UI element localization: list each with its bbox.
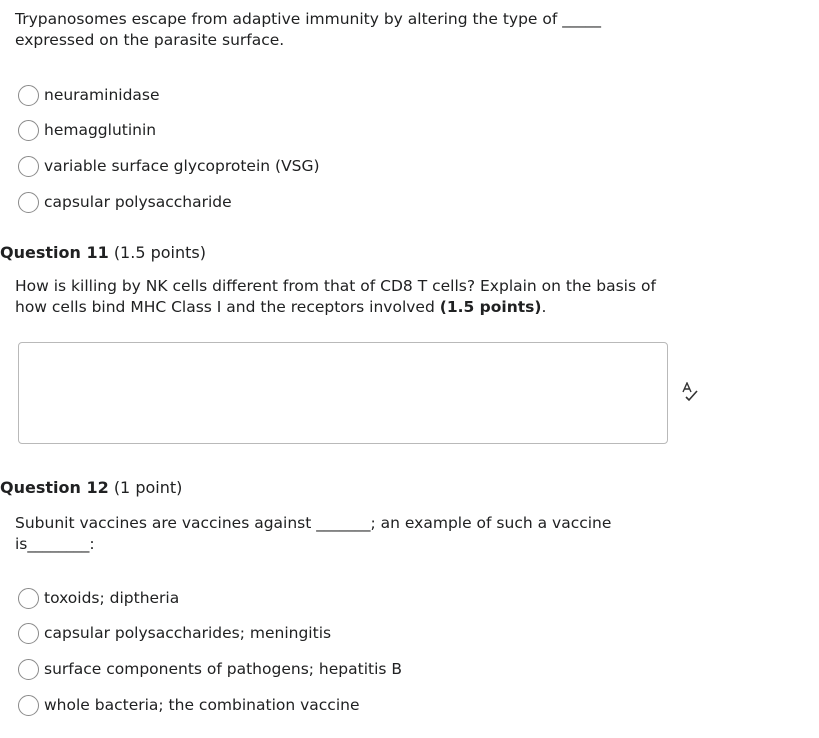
radio-button[interactable]	[18, 156, 39, 177]
q12-prompt-line2: is________:	[15, 535, 95, 553]
option-label: surface components of pathogens; hepatitis B	[44, 660, 403, 678]
option-label: hemagglutinin	[44, 121, 157, 139]
q11-answer-textarea[interactable]	[18, 342, 668, 444]
q11-prompt-line2-end: .	[541, 298, 547, 316]
option-label: whole bacteria; the combination vaccine	[44, 696, 360, 714]
option-label: capsular polysaccharides; meningitis	[44, 624, 332, 642]
option-label: neuraminidase	[44, 86, 160, 104]
q11-prompt-line2-text: how cells bind MHC Class I and the receptors involved	[15, 298, 440, 316]
q11-title: Question 11	[0, 243, 109, 262]
q10-prompt	[15, 9, 601, 51]
q12-header	[0, 478, 182, 497]
radio-button[interactable]	[18, 623, 39, 644]
q11-prompt-line2	[15, 297, 656, 318]
option-label: variable surface glycoprotein (VSG)	[44, 157, 320, 175]
q10-option-3[interactable]	[18, 154, 320, 178]
q12-option-4[interactable]	[18, 693, 360, 717]
option-label: capsular polysaccharide	[44, 193, 232, 211]
q10-prompt-line2: expressed on the parasite surface.	[15, 31, 285, 49]
radio-button[interactable]	[18, 659, 39, 680]
q12-title: Question 12	[0, 478, 109, 497]
q11-prompt-points-bold: (1.5 points)	[439, 298, 542, 316]
q11-header	[0, 243, 206, 262]
radio-button[interactable]	[18, 85, 39, 106]
q10-prompt-line1: Trypanosomes escape from adaptive immunity by altering the type of _____	[15, 10, 601, 28]
option-label: toxoids; diptheria	[44, 589, 180, 607]
spellcheck-icon[interactable]	[681, 382, 699, 402]
q12-prompt-line1: Subunit vaccines are vaccines against _______; an example of such a vaccine	[15, 514, 612, 532]
q12-option-3[interactable]	[18, 657, 402, 681]
radio-button[interactable]	[18, 120, 39, 141]
q10-option-2[interactable]	[18, 118, 156, 142]
q10-option-4[interactable]	[18, 190, 232, 214]
q12-option-2[interactable]	[18, 621, 331, 645]
q12-points: (1 point)	[113, 478, 183, 497]
q11-points: (1.5 points)	[113, 243, 206, 262]
q10-option-1[interactable]	[18, 83, 160, 107]
radio-button[interactable]	[18, 192, 39, 213]
radio-button[interactable]	[18, 588, 39, 609]
q12-prompt	[15, 513, 611, 555]
radio-button[interactable]	[18, 695, 39, 716]
q11-prompt-line1: How is killing by NK cells different from that of CD8 T cells? Explain on the basis of	[15, 277, 656, 295]
q11-prompt	[15, 276, 656, 318]
q12-option-1[interactable]	[18, 586, 179, 610]
